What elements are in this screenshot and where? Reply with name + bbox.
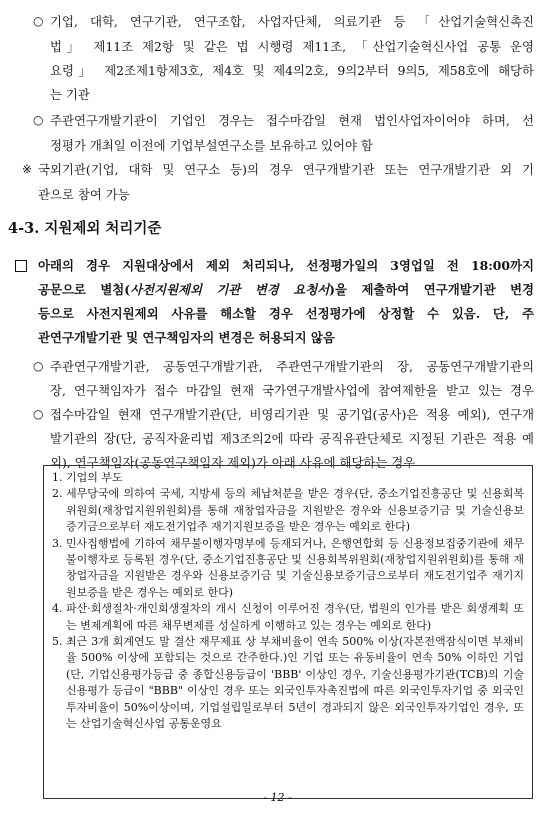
item-number: 2. <box>52 487 63 501</box>
item-number: 4. <box>52 602 63 616</box>
paragraph-line: 아래의 경우 지원대상에서 제외 처리되나, 선정평가일의 3영업일 전 18:00까지 <box>38 258 534 273</box>
checkbox-square-icon <box>15 260 27 272</box>
section-heading <box>8 216 161 241</box>
bullet-line: 장, 연구책임자가 접수 마감일 현재 국가연구개발사업에 참여제한을 받고 있는 경우 <box>50 383 534 398</box>
paragraph-line: 관연구개발기관 및 연구책임자의 변경은 허용되지 않음 <box>38 330 335 345</box>
bullet-line: 주관연구개발기관, 공동연구개발기관, 주관연구개발기관의 장, 공동연구개발기관의 <box>50 359 534 374</box>
bullet-line: 요령」 제2조제1항제3호, 제4호 및 제4의2호, 9의2부터 9의5, 제58호에 해당하 <box>50 63 534 78</box>
bullet-marker: ○ <box>33 359 44 373</box>
item-text: 세무당국에 의하여 국세, 지방세 등의 체납처분을 받은 경우(단, 중소기업진흥공단 및 신용회복위원회(재창업지원위원회)를 통해 재창업자금을 지원받은 경우와 신용보증기금 및 기술신용보증기금으로부터 재도전기업주 재기지원보증을 받은 경우는 예외로 한다) <box>66 487 524 534</box>
list-item <box>52 486 524 535</box>
bullet-line: 외), 연구책임자(공동연구책임자 제외)가 아래 사유에 해당하는 경우 <box>50 455 416 470</box>
paragraph-text: )을 제출하여 연구개발기관 변경 <box>329 282 535 297</box>
bullet-line: 접수마감일 현재 연구개발기관(단, 비영리기관 및 공기업(공사)은 적용 예외), 연구개 <box>50 407 534 422</box>
bullet-marker: ○ <box>33 407 44 421</box>
list-item <box>52 470 524 486</box>
item-text: 기업의 부도 <box>66 471 123 484</box>
list-item <box>52 601 524 634</box>
item-number: 3. <box>52 536 63 550</box>
bullet-line: 정평가 개최일 이전에 기업부설연구소를 보유하고 있어야 함 <box>50 138 373 153</box>
attachment-name: 사전지원제외 기관 변경 요청서 <box>130 282 330 297</box>
exclusion-reasons-box <box>43 465 533 799</box>
item-text: 민사집행법에 기하여 채무불이행자명부에 등재되거나, 은행연합회 등 신용정보집중기관에 채무불이행자로 등록된 경우(단, 중소기업진흥공단 및 신용회복위원회(재창업지원위원회)를 통해 재창업자금을 지원받은 경우와 신용보증기금 및 기술신용보증기금으로부터 재도전기업주 재기지원보증을 받은 경우는 예외로 한다) <box>66 536 524 599</box>
item-number: 5. <box>52 635 63 649</box>
item-text: 최근 3개 회계연도 말 결산 재무제표 상 부채비율이 연속 500% 이상(자본전액잠식이면 부채비율 500% 이상에 포함되는 것으로 간주한다.)인 기업 또는 유동비율이 연속 50% 이하인 기업(단, 기업신용평가등급 중 종합신용등급이 'BBB' 이상인 경우, 기술신용평가기관(TCB)의 기술신용평가 등급이 "BBB" 이상인 경우 또는 외국인투자촉진법에 따른 외국인투자기업 중 외국인투자비율이 50%이상이며, 기업설립일로부터 5년이 경과되지 않은 외국인투자기업인 경우, 또는 산업기술혁신사업 공통운영요 <box>66 635 524 731</box>
section-title: 지원제외 처리기준 <box>44 220 162 237</box>
section-number: 4-3. <box>8 220 40 237</box>
bullet-marker: ○ <box>33 14 44 28</box>
bullet-line: 발기관의 장(단, 공직자윤리법 제3조의2에 따라 공직유관단체로 지정된 기관은 적용 예 <box>50 431 534 446</box>
item-number: 1. <box>52 471 63 484</box>
bullet-line: 법」 제11조 제2항 및 같은 법 시행령 제11조, 「산업기술혁신사업 공통 운영 <box>50 39 534 54</box>
paragraph-line <box>38 277 534 302</box>
bullet-line: 는 기관 <box>50 87 90 102</box>
note-line: 관으로 참여 가능 <box>38 187 130 202</box>
bullet-marker: ○ <box>33 113 44 127</box>
list-item <box>52 536 524 602</box>
paragraph-line: 등으로 사전지원제외 사유를 해소할 경우 선정평가에 상정할 수 있음. 단, 주 <box>38 306 534 321</box>
bullet-line: 기업, 대학, 연구기관, 연구조합, 사업자단체, 의료기관 등 「산업기술혁신촉진 <box>50 14 534 29</box>
list-item <box>52 634 524 732</box>
item-text: 파산·회생절차·개인회생절차의 개시 신청이 이루어진 경우(단, 법원의 인가를 받은 회생계획 또는 변제계획에 따른 채무변제를 성실하게 이행하고 있는 경우는 예외로 한다) <box>66 602 524 632</box>
page-number: - 12 - <box>263 791 292 804</box>
paragraph-text: 공문으로 별첨( <box>38 282 131 297</box>
bullet-line: 주관연구개발기관이 기업인 경우는 접수마감일 현재 법인사업자이어야 하며, 선 <box>50 113 534 128</box>
note-marker: ※ <box>22 162 33 176</box>
note-line: 국외기관(기업, 대학 및 연구소 등)의 경우 연구개발기관 또는 연구개발기관 외 기 <box>38 162 534 177</box>
